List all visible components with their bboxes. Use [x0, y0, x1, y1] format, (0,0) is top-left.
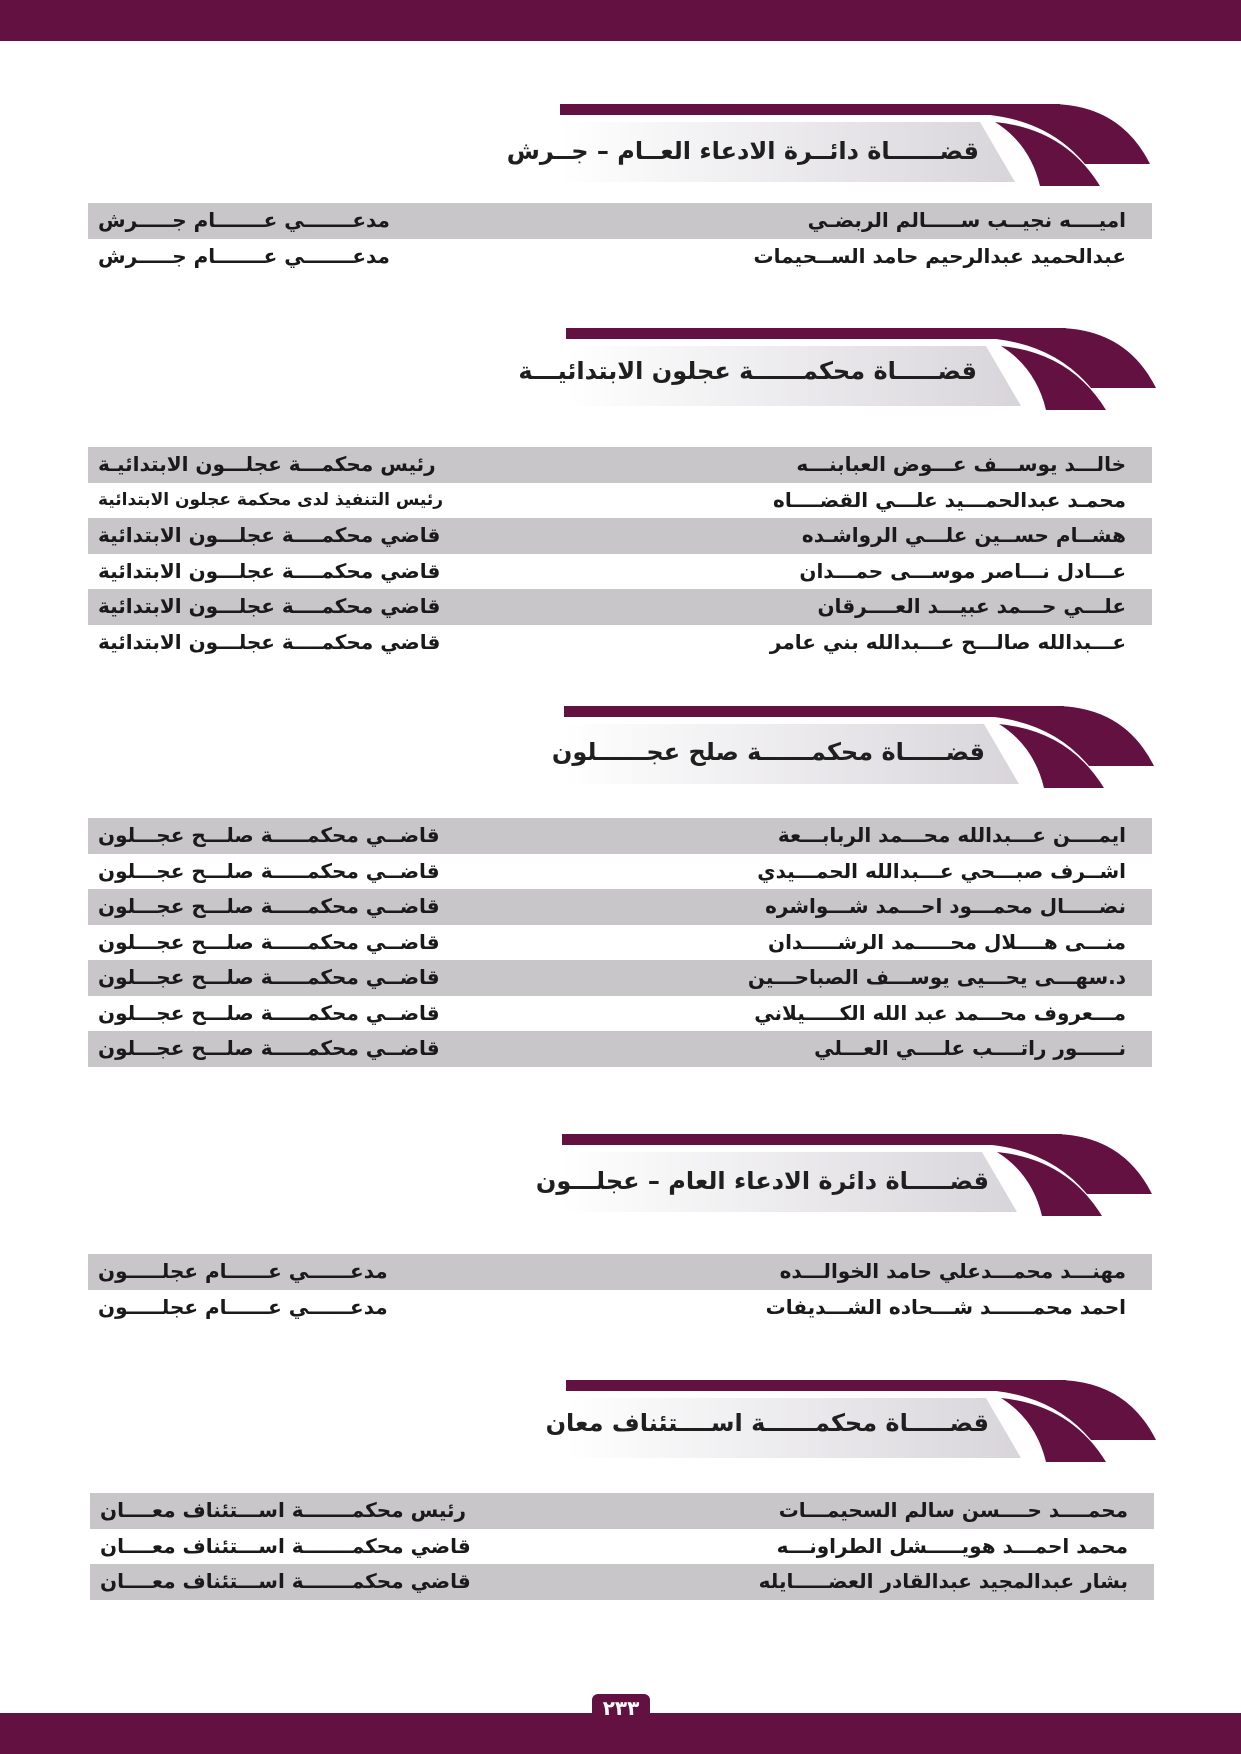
person-role: رئيس التنفيذ لدى محكمة عجلون الابتدائية: [98, 489, 444, 510]
section-title: قضـــــاة محكمــــــة صلح عجــــــلون: [551, 738, 985, 766]
person-role: قاضي محكمـــــــة اســـتئناف معــــان: [100, 1569, 471, 1593]
person-name: اميــــه نجيــب ســـــالم الربضـي: [807, 208, 1126, 232]
person-role: قاضي محكمــــة عجلـــون الابتدائية: [98, 594, 441, 618]
section-title: قضــــــاة دائــرة الادعاء العــام – جــرش: [506, 137, 979, 165]
person-name: عـــادل نـــاصر موســـى حمـــدان: [799, 558, 1126, 583]
person-role: قاضــي محكمـــــة صلـــح عجـــلون: [98, 894, 440, 918]
table-row: [88, 625, 1152, 661]
table-row: [88, 1254, 1152, 1290]
person-role: قاضــي محكمـــــة صلـــح عجـــلون: [98, 1000, 440, 1025]
person-role: مدعـــــــي عـــــــام جـــــرش: [98, 243, 390, 268]
person-name: مـــعروف محـــمد عبد الله الكـــــيلاني: [754, 1000, 1126, 1025]
table-row: [88, 447, 1152, 483]
person-name: محمـد عبدالحمـــيد علـــي القضــــاه: [773, 487, 1126, 512]
person-role: قاضــي محكمـــــة صلـــح عجـــلون: [98, 1036, 440, 1060]
person-name: هشــام حســين علـــي الرواشـده: [801, 523, 1126, 547]
section-rows: [88, 203, 1152, 274]
table-row: [88, 483, 1152, 519]
person-role: قاضي محكمـــــــة اســـتئناف معــــان: [100, 1533, 471, 1558]
person-role: قاضي محكمــــة عجلـــون الابتدائية: [98, 523, 441, 547]
section-rows: [90, 1493, 1154, 1600]
table-row: [88, 818, 1152, 854]
top-bar: [0, 0, 1241, 41]
person-role: مدعــــــي عــــــام عجلـــــون: [98, 1259, 388, 1283]
person-role: رئيس محكمـــة عجلـــون الابتدائيـة: [98, 452, 436, 476]
section-title: قضـــــاة محكمــــــة عجلون الابتدائيـــة: [518, 357, 977, 385]
table-row: [90, 1564, 1154, 1600]
table-row: [88, 925, 1152, 961]
table-row: [90, 1493, 1154, 1529]
person-role: رئيس محكمـــــــة اســـتئناف معــــان: [100, 1498, 467, 1522]
table-row: [88, 1290, 1152, 1326]
person-name: ايمــــن عـــبدالله محـــمد الربابـــعة: [777, 823, 1126, 847]
section-title: قضـــــاة محكمــــــة اســــتئناف معان: [545, 1409, 989, 1437]
person-name: منـــى هــــلال محـــــمد الرشـــــدان: [768, 929, 1126, 954]
person-role: قاضــي محكمـــــة صلـــح عجـــلون: [98, 965, 440, 989]
person-name: اشــرف صبـــحي عـــبدالله الحمـــيدي: [757, 858, 1126, 883]
section-rows: [88, 447, 1152, 660]
table-row: [88, 996, 1152, 1032]
table-row: [88, 1031, 1152, 1067]
person-role: مدعــــــي عــــــام عجلـــــون: [98, 1294, 388, 1319]
person-role: قاضــي محكمـــــة صلـــح عجـــلون: [98, 823, 440, 847]
table-row: [88, 203, 1152, 239]
table-row: [88, 554, 1152, 590]
person-name: بشار عبدالمجيد عبدالقادر العضـــــايله: [758, 1569, 1128, 1593]
person-role: قاضــي محكمـــــة صلـــح عجـــلون: [98, 929, 440, 954]
section-rows: [88, 1254, 1152, 1325]
table-row: [88, 889, 1152, 925]
person-name: عبدالحميد عبدالرحيم حامد الســحيمات: [753, 243, 1126, 268]
person-role: قاضي محكمــــة عجلـــون الابتدائية: [98, 629, 441, 654]
table-row: [88, 960, 1152, 996]
person-name: عـــبدالله صالـــح عـــبدالله بني عامر: [769, 629, 1126, 654]
table-row: [88, 589, 1152, 625]
person-name: علـــي حـــمد عبيـــد العــــرقان: [817, 594, 1126, 618]
section-rows: [88, 818, 1152, 1067]
table-row: [88, 854, 1152, 890]
section-title: قضـــــاة دائرة الادعاء العام – عجلـــون: [535, 1167, 989, 1195]
person-name: محمــــد حــــسن سالم السحيمـــات: [778, 1498, 1128, 1522]
person-name: نضـــــال محمـــود احـــمد شـــواشره: [765, 894, 1126, 918]
person-name: محمد احمـــد هويـــــشل الطراونـــه: [776, 1533, 1128, 1558]
person-role: قاضــي محكمـــــة صلـــح عجـــلون: [98, 858, 440, 883]
person-name: د.سهـــى يحـــيى يوســـف الصباحـــين: [747, 965, 1126, 989]
person-role: قاضي محكمــــة عجلـــون الابتدائية: [98, 558, 441, 583]
table-row: [88, 518, 1152, 554]
person-role: مدعـــــــي عـــــــام جـــــرش: [98, 208, 390, 232]
person-name: خالـــد يوســـف عـــوض العبابنـــه: [796, 452, 1126, 476]
person-name: احمد محمــــــد شـــحاده الشـــديفات: [765, 1294, 1126, 1319]
table-row: [90, 1529, 1154, 1565]
page-number: ٢٣٣: [592, 1694, 650, 1722]
person-name: مهنـــد محمـــدعلي حامد الخوالـــده: [779, 1259, 1126, 1283]
person-name: نــــــور راتــــب علــــي العـــلي: [814, 1036, 1126, 1060]
table-row: [88, 239, 1152, 275]
